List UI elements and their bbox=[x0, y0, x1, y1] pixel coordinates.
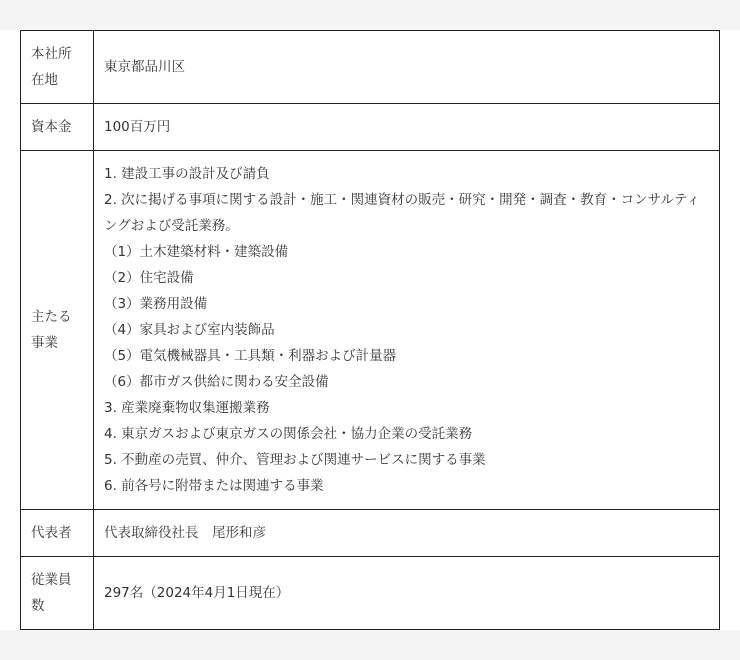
business-line-5: 5. 不動産の売買、仲介、管理および関連サービスに関する事業 bbox=[104, 452, 486, 468]
business-line-4: 4. 東京ガスおよび東京ガスの関係会社・協力企業の受託業務 bbox=[104, 426, 473, 442]
business-line-1: 1. 建設工事の設計及び請負 bbox=[104, 166, 270, 182]
row-value-employees: 297名（2024年4月1日現在） bbox=[94, 557, 720, 630]
business-line-2-2: （2）住宅設備 bbox=[104, 270, 194, 286]
row-label-representative: 代表者 bbox=[21, 510, 94, 557]
row-value-capital: 100百万円 bbox=[94, 104, 720, 151]
business-line-3: 3. 産業廃棄物収集運搬業務 bbox=[104, 400, 270, 416]
row-value-representative: 代表取締役社長 尾形和彦 bbox=[94, 510, 720, 557]
business-line-2-6: （6）都市ガス供給に関わる安全設備 bbox=[104, 374, 329, 390]
table-row-employees bbox=[21, 557, 720, 630]
row-label-capital: 資本金 bbox=[21, 104, 94, 151]
business-line-2-4: （4）家具および室内装飾品 bbox=[104, 322, 275, 338]
business-line-2-3: （3）業務用設備 bbox=[104, 296, 208, 312]
row-label-headquarters: 本社所在地 bbox=[21, 31, 94, 104]
company-profile-card bbox=[0, 30, 740, 630]
business-line-6: 6. 前各号に附帯または関連する事業 bbox=[104, 478, 324, 494]
table-row-headquarters bbox=[21, 31, 720, 104]
row-label-employees: 従業員数 bbox=[21, 557, 94, 630]
row-value-business bbox=[94, 151, 720, 510]
table-row-capital bbox=[21, 104, 720, 151]
row-value-headquarters: 東京都品川区 bbox=[94, 31, 720, 104]
business-line-2-1: （1）土木建築材料・建築設備 bbox=[104, 244, 289, 260]
table-row-representative bbox=[21, 510, 720, 557]
table-row-business bbox=[21, 151, 720, 510]
row-label-business: 主たる事業 bbox=[21, 151, 94, 510]
business-line-2-5: （5）電気機械器具・工具類・利器および計量器 bbox=[104, 348, 397, 364]
company-profile-table bbox=[20, 30, 720, 630]
business-line-2: 2. 次に掲げる事項に関する設計・施工・関連資材の販売・研究・開発・調査・教育・コンサルティングおよび受託業務。 bbox=[104, 192, 700, 234]
